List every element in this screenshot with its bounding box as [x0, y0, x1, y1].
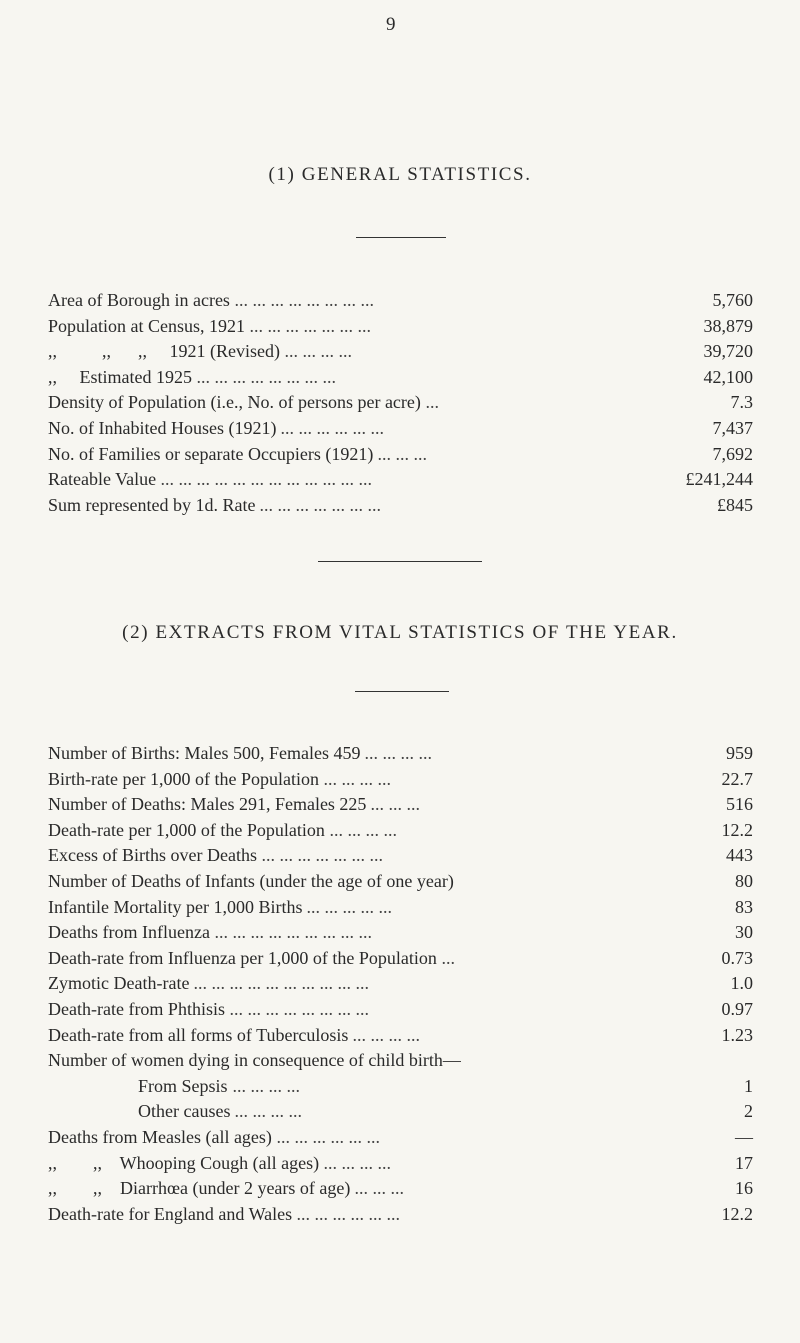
row-label: ,, ,, Diarrhœa (under 2 years of age) [48, 1178, 351, 1199]
row-leader-dots: ... ... ... ... [348, 1024, 420, 1045]
row-value: £241,244 [685, 469, 753, 490]
table-row [48, 870, 753, 892]
row-leader-dots: ... ... ... ... ... ... [276, 418, 384, 438]
table-row [48, 921, 753, 943]
row-value: 1.23 [721, 1024, 753, 1045]
row-leader-dots: ... ... ... ... [360, 743, 432, 763]
row-leader-dots: ... ... ... ... ... ... ... ... ... ... [189, 973, 369, 994]
table-row [48, 793, 753, 815]
row-value: 516 [726, 794, 753, 815]
row-label: Birth-rate per 1,000 of the Population [48, 768, 319, 789]
row-leader-dots: ... ... ... ... ... ... ... ... ... ... ... ... [156, 469, 372, 490]
row-value: 2 [744, 1101, 753, 1122]
row-label: No. of Families or separate Occupiers (1921) [48, 443, 374, 464]
row-label: Deaths from Influenza [48, 922, 210, 943]
table-row [48, 1049, 753, 1071]
table-row [48, 391, 753, 413]
row-value: £845 [717, 494, 753, 515]
row-label: Death-rate from all forms of Tuberculosis [48, 1024, 349, 1045]
row-value: 443 [726, 845, 753, 866]
table-row [48, 1126, 753, 1148]
row-leader-dots: ... ... ... ... [280, 341, 352, 362]
row-leader-dots: ... ... ... ... ... ... ... ... [225, 999, 369, 1019]
table-row [48, 742, 753, 764]
row-value: — [735, 1127, 753, 1147]
row-value: 22.7 [721, 768, 753, 789]
table-row [48, 844, 753, 866]
row-label: Excess of Births over Deaths [48, 845, 257, 866]
section-title-general-statistics: (1) GENERAL STATISTICS. [268, 164, 532, 185]
table-row [48, 819, 753, 841]
row-leader-dots: ... ... ... ... ... [302, 896, 392, 917]
row-leader-dots: ... [437, 947, 455, 968]
row-label: Sum represented by 1d. Rate [48, 494, 256, 515]
table-row [48, 896, 753, 918]
row-value: 17 [735, 1152, 753, 1173]
row-leader-dots: ... ... ... ... ... ... ... ... ... [210, 922, 372, 943]
page-number: 9 [386, 14, 396, 35]
row-value: 38,879 [703, 315, 753, 336]
row-value: 7.3 [730, 392, 753, 413]
row-value: 7,437 [712, 418, 753, 438]
row-leader-dots: ... ... ... ... [325, 819, 397, 840]
row-leader-dots: ... ... ... ... [228, 1075, 300, 1096]
row-label: Deaths from Measles (all ages) [48, 1127, 272, 1147]
row-value: 959 [726, 743, 753, 763]
row-label: Zymotic Death-rate [48, 973, 190, 994]
row-leader-dots: ... ... ... ... ... ... ... ... [192, 366, 336, 387]
table-row [48, 1152, 753, 1174]
row-value: 80 [735, 871, 753, 891]
row-value: 83 [735, 896, 753, 917]
divider-rule [355, 691, 449, 692]
row-label: Death-rate from Influenza per 1,000 of the Population [48, 947, 437, 968]
row-leader-dots: ... ... ... ... ... ... ... [257, 845, 383, 866]
row-value: 30 [735, 922, 753, 943]
row-leader-dots: ... ... ... ... [230, 1101, 302, 1122]
row-value: 0.73 [721, 947, 753, 968]
table-row [48, 417, 753, 439]
row-label: ,, ,, Whooping Cough (all ages) [48, 1152, 320, 1173]
table-row [48, 998, 753, 1020]
table-row [48, 972, 753, 994]
row-label: Number of Births: Males 500, Females 459 [48, 743, 361, 763]
row-label: ,, Estimated 1925 [48, 366, 192, 387]
row-label: Population at Census, 1921 [48, 315, 245, 336]
divider-rule [318, 561, 482, 562]
row-label: Number of Deaths: Males 291, Females 225 [48, 794, 367, 815]
table-row [48, 315, 753, 337]
row-leader-dots: ... ... ... ... [319, 768, 391, 789]
table-row [48, 1177, 753, 1199]
table-row [48, 443, 753, 465]
row-leader-dots: ... ... ... ... ... ... ... [245, 315, 371, 336]
row-label: Area of Borough in acres [48, 290, 230, 310]
row-label: No. of Inhabited Houses (1921) [48, 418, 277, 438]
row-leader-dots: ... ... ... ... ... ... [292, 1203, 400, 1224]
row-value: 1 [744, 1075, 753, 1096]
row-leader-dots: ... ... ... ... ... ... ... ... [230, 290, 374, 310]
table-row [48, 468, 753, 490]
row-label: Death-rate from Phthisis [48, 999, 225, 1019]
table-row [48, 366, 753, 388]
row-leader-dots: ... ... ... ... [319, 1152, 391, 1173]
row-leader-dots: ... ... ... ... ... ... [272, 1127, 380, 1147]
row-value: 12.2 [721, 819, 753, 840]
row-leader-dots: ... ... ... [350, 1178, 404, 1199]
table-row [48, 947, 753, 969]
row-leader-dots: ... ... ... [366, 794, 420, 815]
row-label: Density of Population (i.e., No. of persons per acre) [48, 392, 421, 413]
table-row [48, 768, 753, 790]
row-label: Other causes [48, 1101, 231, 1122]
row-value: 39,720 [703, 341, 753, 362]
table-row [48, 1075, 753, 1097]
divider-rule [356, 237, 446, 238]
row-leader-dots: ... ... ... ... ... ... ... [255, 494, 381, 515]
row-value: 0.97 [721, 999, 753, 1019]
table-row [48, 340, 753, 362]
table-row [48, 494, 753, 516]
table-row [48, 289, 753, 311]
row-value: 12.2 [721, 1203, 753, 1224]
table-row [48, 1100, 753, 1122]
row-value: 5,760 [712, 290, 753, 310]
row-label: Rateable Value [48, 469, 157, 490]
section-title-vital-statistics: (2) EXTRACTS FROM VITAL STATISTICS OF THE YEAR. [122, 622, 678, 643]
row-label: Number of women dying in consequence of child birth— [48, 1050, 461, 1071]
row-value: 42,100 [703, 366, 753, 387]
row-value: 1.0 [730, 973, 753, 994]
row-label: Death-rate for England and Wales [48, 1203, 293, 1224]
table-row [48, 1024, 753, 1046]
row-value: 16 [735, 1178, 753, 1199]
row-label: ,, ,, ,, 1921 (Revised) [48, 341, 280, 362]
row-label: Infantile Mortality per 1,000 Births [48, 896, 303, 917]
table-row [48, 1203, 753, 1225]
row-label: Death-rate per 1,000 of the Population [48, 819, 325, 840]
row-value: 7,692 [712, 443, 753, 464]
row-label: From Sepsis [48, 1075, 228, 1096]
row-leader-dots: ... [421, 392, 439, 413]
row-label: Number of Deaths of Infants (under the age of one year) [48, 871, 454, 891]
row-leader-dots: ... ... ... [373, 443, 427, 464]
